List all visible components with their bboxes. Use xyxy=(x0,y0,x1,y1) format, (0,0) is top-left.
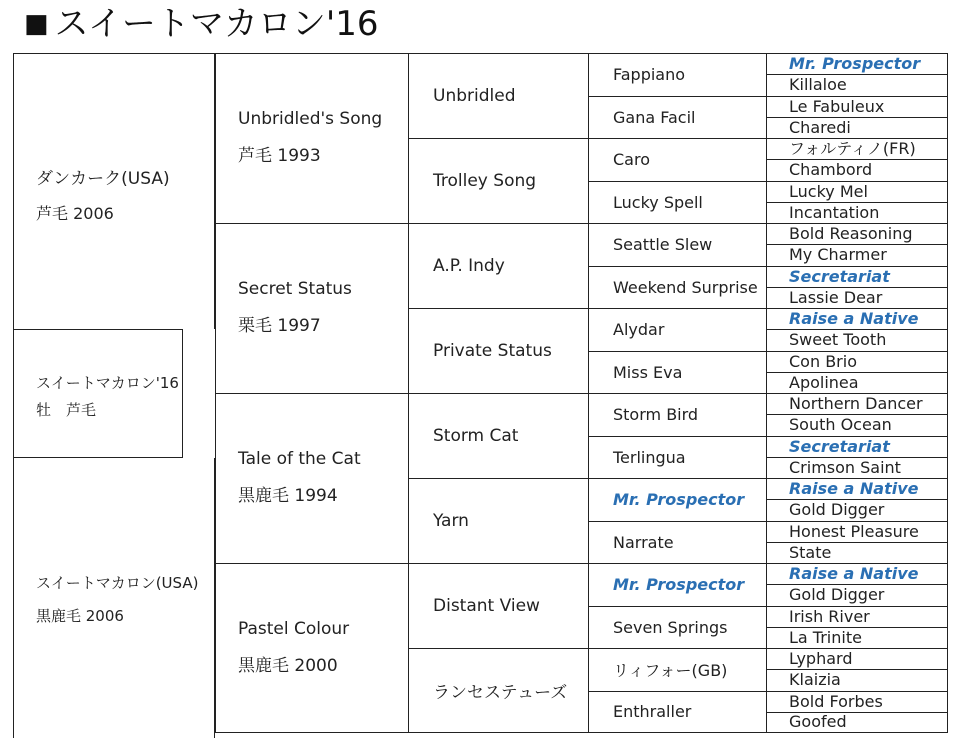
sire-name: ダンカーク(USA) xyxy=(36,169,170,189)
gen5-name: State xyxy=(789,542,832,562)
gen2-cell xyxy=(215,223,408,393)
gen4-name: Narrate xyxy=(613,532,674,552)
gen5-cell xyxy=(766,351,948,372)
gen4-cell xyxy=(588,648,766,691)
gen2-cell xyxy=(215,393,408,563)
gen5-name: Raise a Native xyxy=(789,564,919,584)
gen3-cell xyxy=(408,223,588,308)
gen4-cell xyxy=(588,96,766,139)
gen5-cell xyxy=(766,712,948,733)
gen5-name: Irish River xyxy=(789,606,870,626)
gen5-name: Killaloe xyxy=(789,75,847,95)
gen4-cell xyxy=(588,436,766,479)
gen5-cell xyxy=(766,499,948,520)
gen5-name: Raise a Native xyxy=(789,479,919,499)
gen4-name: Storm Bird xyxy=(613,405,699,425)
gen3-cell xyxy=(408,478,588,563)
gen4-cell xyxy=(588,266,766,309)
gen5-cell xyxy=(766,393,948,414)
gen5-name: Goofed xyxy=(789,712,847,732)
gen4-cell xyxy=(588,223,766,266)
gen5-name: Lucky Mel xyxy=(789,181,868,201)
gen5-cell xyxy=(766,372,948,393)
gen4-cell xyxy=(588,308,766,351)
gen4-name: Terlingua xyxy=(613,447,686,467)
gen2-cell xyxy=(215,563,408,733)
gen3-cell xyxy=(408,308,588,393)
subject-name: スイートマカロン'16 xyxy=(36,374,179,392)
sire-cell xyxy=(13,53,215,329)
gen5-cell xyxy=(766,584,948,605)
gen4-cell xyxy=(588,181,766,224)
gen2-info: 黒鹿毛 2000 xyxy=(238,656,338,676)
gen5-name: Charedi xyxy=(789,117,851,137)
gen5-cell xyxy=(766,691,948,712)
dam-info: 黒鹿毛 2006 xyxy=(36,607,124,625)
gen5-cell xyxy=(766,521,948,542)
gen5-name: Honest Pleasure xyxy=(789,521,919,541)
title-square-icon: ■ xyxy=(24,9,49,39)
gen5-name: Bold Reasoning xyxy=(789,224,913,244)
subject-cell xyxy=(13,329,183,458)
gen3-cell xyxy=(408,648,588,733)
gen4-name: Seven Springs xyxy=(613,617,728,637)
gen5-name: Mr. Prospector xyxy=(789,54,921,74)
gen5-name: フォルティノ(FR) xyxy=(789,139,916,159)
gen5-name: Apolinea xyxy=(789,372,859,392)
gen4-name: Alydar xyxy=(613,320,665,340)
subject-info: 牡 芦毛 xyxy=(36,401,97,419)
gen3-name: Distant View xyxy=(433,596,540,616)
gen2-info: 栗毛 1997 xyxy=(238,316,321,336)
gen5-cell xyxy=(766,542,948,563)
gen5-cell xyxy=(766,159,948,180)
gen5-name: Secretariat xyxy=(789,436,890,456)
gen5-cell xyxy=(766,436,948,457)
gen3-name: Yarn xyxy=(433,511,469,531)
gen5-name: Secretariat xyxy=(789,266,890,286)
gen2-name: Unbridled's Song xyxy=(238,109,383,129)
gen5-name: Lassie Dear xyxy=(789,287,883,307)
title-text: スイートマカロン'16 xyxy=(54,4,379,44)
page-title xyxy=(24,2,379,46)
gen4-cell xyxy=(588,53,766,96)
gen3-name: Trolley Song xyxy=(433,171,537,191)
gen5-cell xyxy=(766,308,948,329)
gen3-name: ランセステューズ xyxy=(433,683,568,703)
gen2-info: 黒鹿毛 1994 xyxy=(238,486,338,506)
gen5-cell xyxy=(766,478,948,499)
gen4-cell xyxy=(588,478,766,521)
gen2-name: Secret Status xyxy=(238,279,352,299)
gen5-cell xyxy=(766,648,948,669)
gen5-name: Incantation xyxy=(789,202,880,222)
gen5-cell xyxy=(766,181,948,202)
gen5-cell xyxy=(766,329,948,350)
sire-info: 芦毛 2006 xyxy=(36,204,114,223)
gen4-name: Mr. Prospector xyxy=(613,575,745,595)
gen5-cell xyxy=(766,606,948,627)
gen4-cell xyxy=(588,138,766,181)
gen5-cell xyxy=(766,96,948,117)
gen3-cell xyxy=(408,138,588,223)
gen5-name: Northern Dancer xyxy=(789,394,923,414)
gen5-name: Chambord xyxy=(789,160,873,180)
gen4-cell xyxy=(588,563,766,606)
gen4-name: Mr. Prospector xyxy=(613,490,745,510)
gen5-cell xyxy=(766,414,948,435)
gen4-name: リィフォー(GB) xyxy=(613,661,728,681)
gen5-cell xyxy=(766,244,948,265)
gen2-info: 芦毛 1993 xyxy=(238,146,321,166)
gen4-cell xyxy=(588,691,766,734)
gen5-cell xyxy=(766,53,948,74)
gen3-name: Unbridled xyxy=(433,86,516,106)
gen5-name: Le Fabuleux xyxy=(789,96,885,116)
gen4-name: Enthraller xyxy=(613,702,692,722)
gen4-cell xyxy=(588,521,766,564)
gen3-name: Private Status xyxy=(433,341,552,361)
gen4-cell xyxy=(588,606,766,649)
gen5-name: La Trinite xyxy=(789,627,862,647)
gen5-cell xyxy=(766,627,948,648)
gen5-name: South Ocean xyxy=(789,415,892,435)
gen4-name: Miss Eva xyxy=(613,362,683,382)
gen5-name: Lyphard xyxy=(789,649,853,669)
gen5-name: Crimson Saint xyxy=(789,457,901,477)
gen5-cell xyxy=(766,202,948,223)
dam-cell xyxy=(13,458,215,738)
gen5-cell xyxy=(766,74,948,95)
gen4-name: Fappiano xyxy=(613,65,686,85)
gen5-cell xyxy=(766,287,948,308)
gen3-name: Storm Cat xyxy=(433,426,519,446)
gen5-name: Gold Digger xyxy=(789,500,885,520)
gen2-name: Tale of the Cat xyxy=(238,449,361,469)
gen3-cell xyxy=(408,393,588,478)
gen5-cell xyxy=(766,138,948,159)
gen4-name: Lucky Spell xyxy=(613,192,703,212)
gen4-name: Weekend Surprise xyxy=(613,277,758,297)
gen3-cell xyxy=(408,53,588,138)
gen5-name: Raise a Native xyxy=(789,309,919,329)
dam-name: スイートマカロン(USA) xyxy=(36,574,199,592)
gen4-cell xyxy=(588,393,766,436)
gen4-cell xyxy=(588,351,766,394)
gen5-name: Gold Digger xyxy=(789,585,885,605)
gen5-cell xyxy=(766,223,948,244)
gen3-cell xyxy=(408,563,588,648)
gen5-name: Con Brio xyxy=(789,351,857,371)
gen5-name: Klaizia xyxy=(789,670,841,690)
gen4-name: Seattle Slew xyxy=(613,235,713,255)
gen4-name: Gana Facil xyxy=(613,107,696,127)
gen2-name: Pastel Colour xyxy=(238,619,350,639)
gen4-name: Caro xyxy=(613,150,650,170)
gen5-name: My Charmer xyxy=(789,245,887,265)
gen3-name: A.P. Indy xyxy=(433,256,505,276)
gen5-cell xyxy=(766,266,948,287)
gen2-cell xyxy=(215,53,408,223)
gen5-cell xyxy=(766,117,948,138)
gen5-name: Bold Forbes xyxy=(789,691,883,711)
gen5-cell xyxy=(766,669,948,690)
gen5-name: Sweet Tooth xyxy=(789,330,887,350)
gen5-cell xyxy=(766,563,948,584)
gen5-cell xyxy=(766,457,948,478)
